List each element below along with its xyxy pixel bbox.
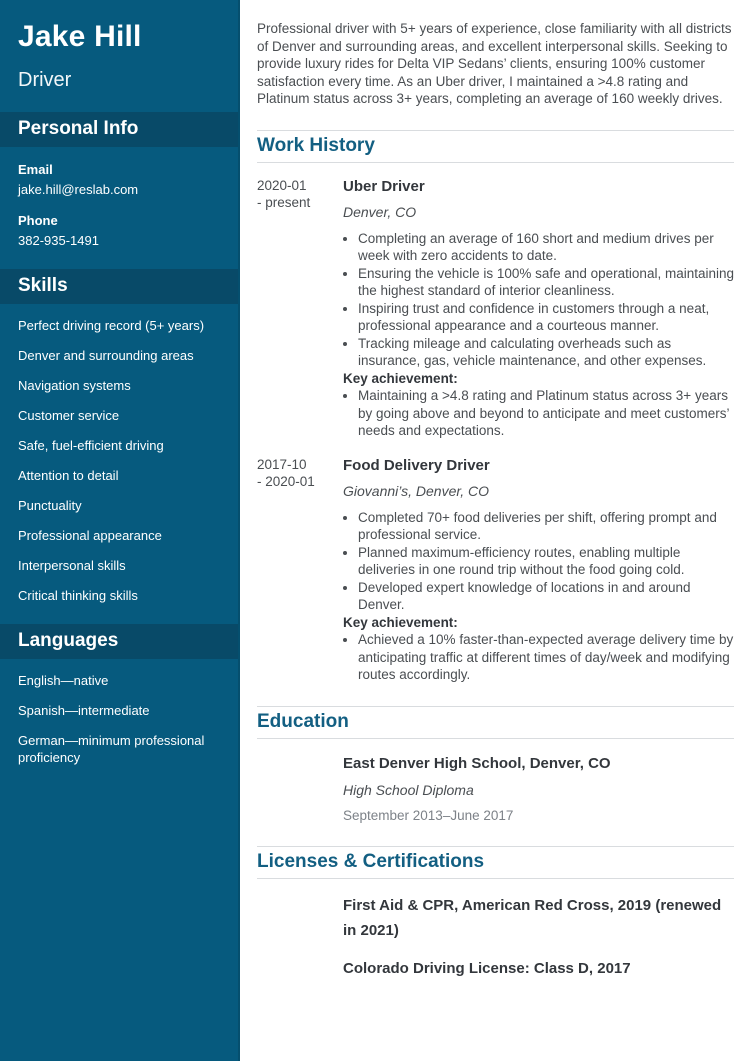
job-dates [257, 177, 343, 440]
job-bullet: • Completing an average of 160 short and medium drives per week with zero accidents to date. [358, 230, 734, 265]
section-header-education: Education [257, 706, 734, 739]
contact-phone [18, 212, 220, 249]
sidebar-header-skills: Skills [0, 269, 238, 304]
skill-item: Attention to detail [18, 468, 119, 483]
person-name: Jake Hill [18, 20, 142, 53]
job-body [343, 456, 734, 684]
key-achievement-label: Key achievement: [343, 370, 458, 386]
resume-main [240, 0, 750, 1061]
language-item: English—native [18, 673, 109, 688]
job-entry-uber-driver [257, 177, 734, 440]
skill-item: Interpersonal skills [18, 558, 126, 573]
skill-item: Customer service [18, 408, 120, 423]
key-achievement-label: Key achievement: [343, 614, 458, 630]
job-title: Uber Driver [343, 177, 425, 195]
job-body [343, 177, 734, 440]
license-item: Colorado Driving License: Class D, 2017 [343, 959, 631, 977]
language-item: Spanish—intermediate [18, 703, 150, 718]
sidebar-header-personal-info: Personal Info [0, 112, 238, 147]
job-bullet: • Developed expert knowledge of locations in and around Denver. [358, 579, 734, 614]
key-achievement-list [343, 631, 734, 684]
sidebar-header-languages: Languages [0, 624, 238, 659]
phone-label: Phone [18, 213, 58, 228]
skill-item: Safe, fuel-efficient driving [18, 438, 164, 453]
education-entry [343, 754, 734, 824]
job-date-end: - 2020-01 [257, 474, 315, 489]
education-school: East Denver High School, Denver, CO [343, 754, 611, 772]
licenses-list [343, 893, 734, 981]
professional-summary: Professional driver with 5+ years of experience, close familiarity with all districts of Denver and surrounding areas, and excellent interpersonal skills. Seeking to provide luxury rides for Delta VIP Sedans’ clients, ensuring 100% customer satisfaction every time. As an Uber driver, I maintained a >4.8 rating and Platinum status across 3+ years, completing an average of 160 weekly drives. [257, 21, 732, 106]
job-bullet: • Planned maximum-efficiency routes, enabling multiple deliveries in one round trip without the food going cold. [358, 544, 734, 579]
job-title: Food Delivery Driver [343, 456, 490, 474]
education-dates: September 2013–June 2017 [343, 807, 514, 823]
job-date-end: - present [257, 195, 311, 210]
person-job-title: Driver [18, 69, 72, 91]
contact-email [18, 161, 220, 198]
email-value: jake.hill@reslab.com [18, 182, 139, 197]
sidebar [0, 0, 240, 1061]
job-bullet: • Inspiring trust and confidence in customers through a neat, professional appearance and a courteous manner. [358, 300, 734, 335]
section-header-licenses-certifications: Licenses & Certifications [257, 846, 734, 879]
languages-list [0, 672, 238, 766]
job-date-start: 2020-01 [257, 177, 307, 193]
skill-item: Critical thinking skills [18, 588, 138, 603]
skill-item: Denver and surrounding areas [18, 348, 194, 363]
job-dates [257, 456, 343, 684]
job-bullet: • Tracking mileage and calculating overheads such as insurance, gas, vehicle maintenance, and other expenses. [358, 335, 734, 370]
job-entry-food-delivery-driver [257, 456, 734, 684]
key-achievement-bullet: • Maintaining a >4.8 rating and Platinum status across 3+ years by going above and beyond to anticipate and meet customers’ needs and expectations. [358, 387, 734, 440]
skill-item: Navigation systems [18, 378, 131, 393]
email-label: Email [18, 162, 53, 177]
job-company: Giovanni’s, Denver, CO [343, 482, 490, 499]
job-bullet-list [343, 230, 734, 370]
phone-value: 382-935-1491 [18, 233, 99, 248]
skill-item: Punctuality [18, 498, 82, 513]
job-bullet-list [343, 509, 734, 614]
job-date-start: 2017-10 [257, 456, 307, 472]
section-header-work-history: Work History [257, 130, 734, 163]
job-company: Denver, CO [343, 203, 417, 220]
skill-item: Perfect driving record (5+ years) [18, 318, 205, 333]
job-bullet: • Completed 70+ food deliveries per shift, offering prompt and professional service. [358, 509, 734, 544]
skill-item: Professional appearance [18, 528, 162, 543]
license-item: First Aid & CPR, American Red Cross, 2019 (renewed in 2021) [343, 896, 722, 939]
skills-list [0, 317, 238, 604]
key-achievement-bullet: • Achieved a 10% faster-than-expected average delivery time by anticipating traffic at different times of day/week and modifying routes accordingly. [358, 631, 734, 684]
language-item: German—minimum professional proficiency [18, 733, 205, 765]
key-achievement-list [343, 387, 734, 440]
education-degree: High School Diploma [343, 781, 474, 798]
job-bullet: • Ensuring the vehicle is 100% safe and operational, maintaining the highest standard of interior cleanliness. [358, 265, 734, 300]
